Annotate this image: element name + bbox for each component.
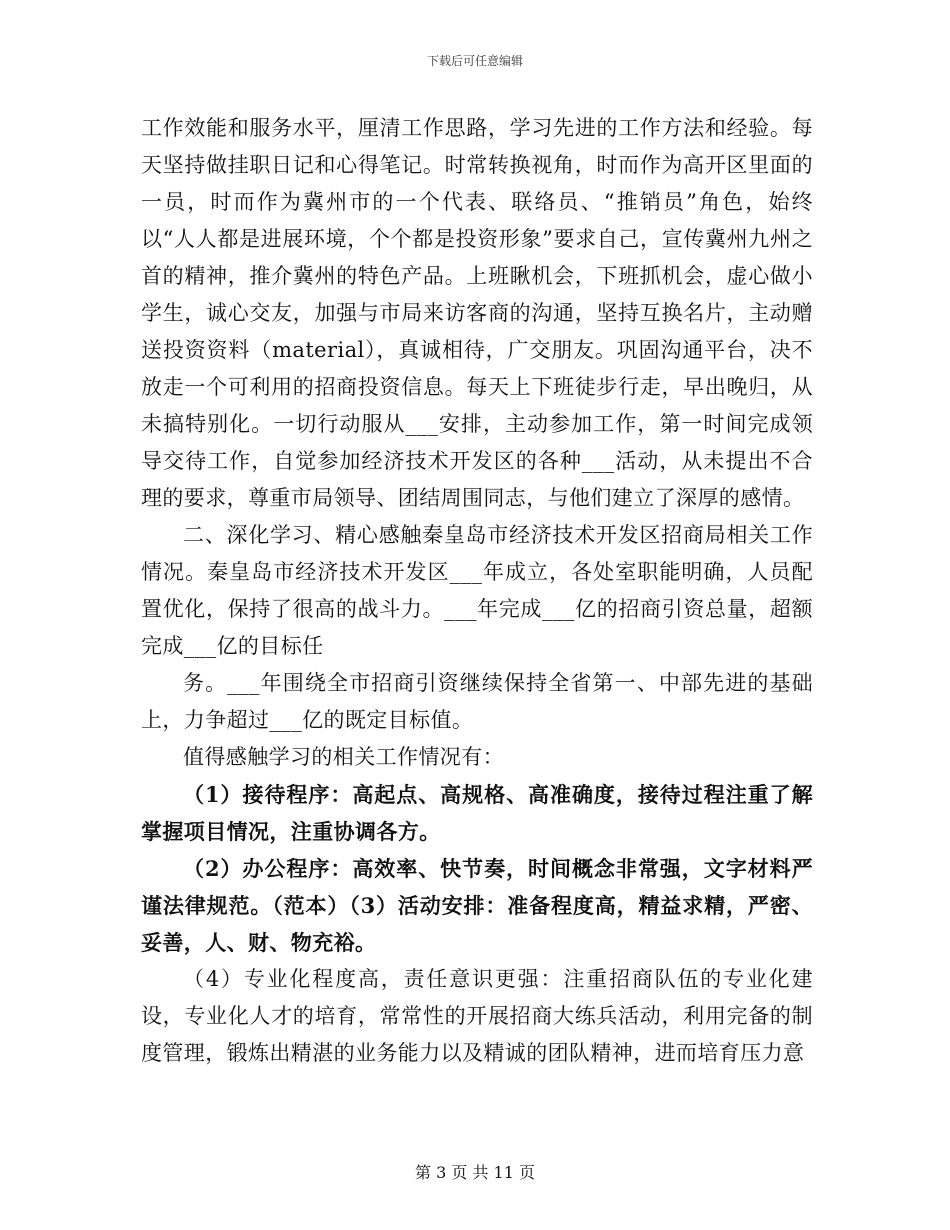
paragraph-intro-list: 值得感触学习的相关工作情况有： [183, 745, 504, 769]
page-footer: 第 3 页 共 11 页 [415, 1163, 535, 1182]
paragraph-item-professional: （4）专业化程度高，责任意识更强：注重招商队伍的专业化建设，专业化人才的培育，常常性的开展招商大练兵活动，利用完备的制度管理，锻炼出精湛的业务能力以及精诚的团队精神，进而培育压力意 [141, 967, 813, 1065]
document-body [141, 110, 813, 1072]
paragraph-item-office: （2）办公程序：高效率、快节奏，时间概念非常强，文字材料严谨法律规范。（范本）（3）活动安排：准备程度高，精益求精，严密、妥善，人、财、物充裕。 [141, 856, 813, 955]
paragraph-work-style: 工作效能和服务水平，厘清工作思路，学习先进的工作方法和经验。每天坚持做挂职日记和心得笔记。时常转换视角，时而作为高开区里面的一员，时而作为冀州市的一个代表、联络员、“推销员”角色，始终以“人人都是进展环境，个个都是投资形象”要求自己，宣传冀州九州之首的精神，推介冀州的特色产品。上班瞅机会，下班抓机会，虚心做小学生，诚心交友，加强与市局来访客商的沟通，坚持互换名片，主动赠送投资资料（material），真诚相待，广交朋友。巩固沟通平台，决不放走一个可利用的招商投资信息。每天上下班徒步行走，早出晚归，从未搞特别化。一切行动服从___安排，主动参加工作，第一时间完成领导交待工作，自觉参加经济技术开发区的各种___活动，从未提出不合理的要求，尊重市局领导、团结周围同志，与他们建立了深厚的感情。 [141, 116, 813, 510]
paragraph-item-reception: （1）接待程序：高起点、高规格、高准确度，接待过程注重了解掌握项目情况，注重协调各方。 [141, 782, 813, 844]
paragraph-target: 务。___年围绕全市招商引资继续保持全省第一、中部先进的基础上，力争超过___亿的既定目标值。 [141, 671, 813, 732]
paragraph-section-two: 二、深化学习、精心感触秦皇岛市经济技术开发区招商局相关工作情况。秦皇岛市经济技术开发区___年成立，各处室职能明确，人员配置优化，保持了很高的战斗力。___年完成___亿的招商引资总量，超额完成___亿的目标任 [141, 523, 813, 658]
page-header: 下载后可任意编辑 [426, 54, 523, 68]
